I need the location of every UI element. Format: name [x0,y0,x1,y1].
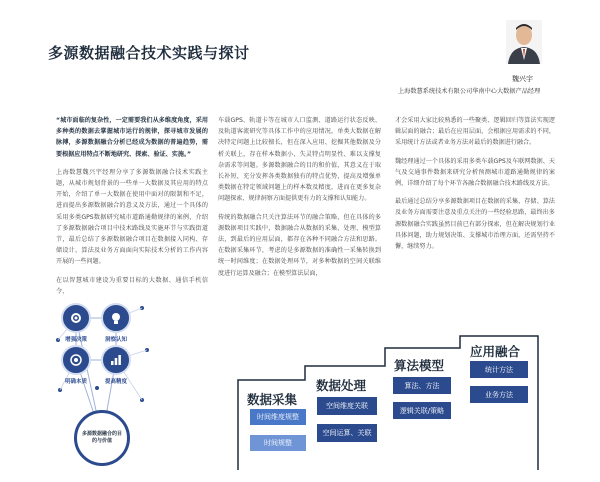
essence-node [61,345,91,375]
stage-item: 时间规整 [250,435,306,451]
node-label: 增强决策 [64,337,87,343]
paragraph: 魏经理通过一个具体的采用多类车载GPS及车联网数据、天气及交通事件数据来研究分析预测城市道路通勤规律的案例，详细介绍了每个环节各融合数据融合技术路线及方法。 [395,157,555,188]
paragraph: 传统的数据融合只关注算法环节的融合策略，但在具体的多源数据项目实践中，数据融合从数据的采集、处理、模型算法，到最后的应用层面，都存在各种不同融合方法和思路。在数据采集环节，考虑的是多源数据的准确性一采集转换到统一时间维度；在数据处理环节，对多种数据的空间关联维度进行运算及融合；在模型算法层面， [218,213,381,277]
lead-quote: “城市面临的复杂性，一定需要我们从多维度角度，采用多种类的数据去掌握城市运行的规律，探寻城市发展的脉搏，多源数据融合分析已经成为数据的普遍趋势，需要根据应用特点不断地研究、探索、验证、实施。” [56,117,208,158]
stage-item: 业务方法 [470,386,528,403]
node-label: 明确本质 [64,379,87,385]
precision-node [101,345,131,375]
value-diagram [52,300,162,475]
paragraph: 车载GPS、轨道卡等在城市人口监测、道路运行状态反映、及轨道客流研究等具体工作中的应用情况，单类大数据在解决特定问题上比较擅长，但在深入应用、挖掘其他数据及分析关联上，存在样本数据小、失灵特点明显性、难以支撑复杂需求等问题。多源数据融合的目的和价值，其意义在于取长补短，充分发挥各类数据独有的特点优势，提高及增强单类数据在特定领域问题上的样本数及精度，进而在更多复杂问题探索、规律洞察方面提供更有力的支撑和认知能力。 [218,117,381,203]
paragraph: 最后通过总结分享多源数据项目在数据的采集、存储、算法及业务方面需要注意及重点关注的一些经验思路，最终出多源数据融合实践虽然目前已有部分探索，但在解决规划行业具体问题，助力规划决策、支撑城市治理方面，还需坚持不懈，继续努力。 [395,198,555,251]
stage-title-algorithm: 算法模型 [394,358,445,373]
chart-icon [109,353,123,367]
stage-item: 算法、方法 [393,377,451,394]
stage-item: 空间维度关联 [317,397,377,415]
author-org: 上海数慧系统技术有限公司华南中心大数据产品经理 [398,88,541,95]
bulb-icon [109,311,123,325]
text-column-3 [395,115,555,285]
paragraph: 才会采用大家比较熟悉的一些聚类、逻辑回归等算法实现逻辑层面的融合；最后在应用层面，会根据应用需求的不同，采用统计方法或者业务方法对最后的数据进行融合。 [395,117,555,147]
stage-title-collect: 数据采集 [247,392,298,407]
decision-node [61,303,91,333]
target-icon [69,353,83,367]
page-title: 多源数据融合技术实践与探讨 [48,44,250,62]
node-label: 提高精度 [104,379,127,385]
node-label: 洞察认知 [104,337,127,343]
paragraph: 上海数慧魏兴宇经理分享了多源数据融合技术实践主题，从城市规划背景的一些单一大数据及其应用的特点开始，介绍了单一大数据在使用中面对的限制和不足，进而提出多源数据融合的意义及方法，通过一个具体的采用多类GPS数据研究城市道路通勤规律的案例，介绍了多源数据融合项目中技术路线及实施环节与实践街道节，最后总结了多源数据融合项目在数据接入同构、存储设计、算法及业务方面面向实际技术分析的工作内容开展的一些问题。 [56,168,208,266]
stage-item: 时间维度规整 [250,409,306,425]
text-column-2 [218,115,381,285]
insight-node [101,303,131,333]
stage-item: 统计方法 [470,361,528,378]
text-column-1 [56,115,208,295]
stage-item: 空间运算、关联 [317,424,377,442]
gear-icon [69,311,83,325]
stage-title-application: 应用融合 [470,344,521,359]
stage-title-process: 数据处理 [316,378,367,393]
author-name: 魏兴宇 [512,75,533,83]
stage-item: 逻辑关联/策略 [393,402,451,419]
author-photo [506,20,542,64]
paragraph: 在以智慧城市建设为重要目标的大数据、通信手机信令、 [56,276,208,295]
diagram-hub: 多源数据融合的目的与价值 [74,410,130,466]
